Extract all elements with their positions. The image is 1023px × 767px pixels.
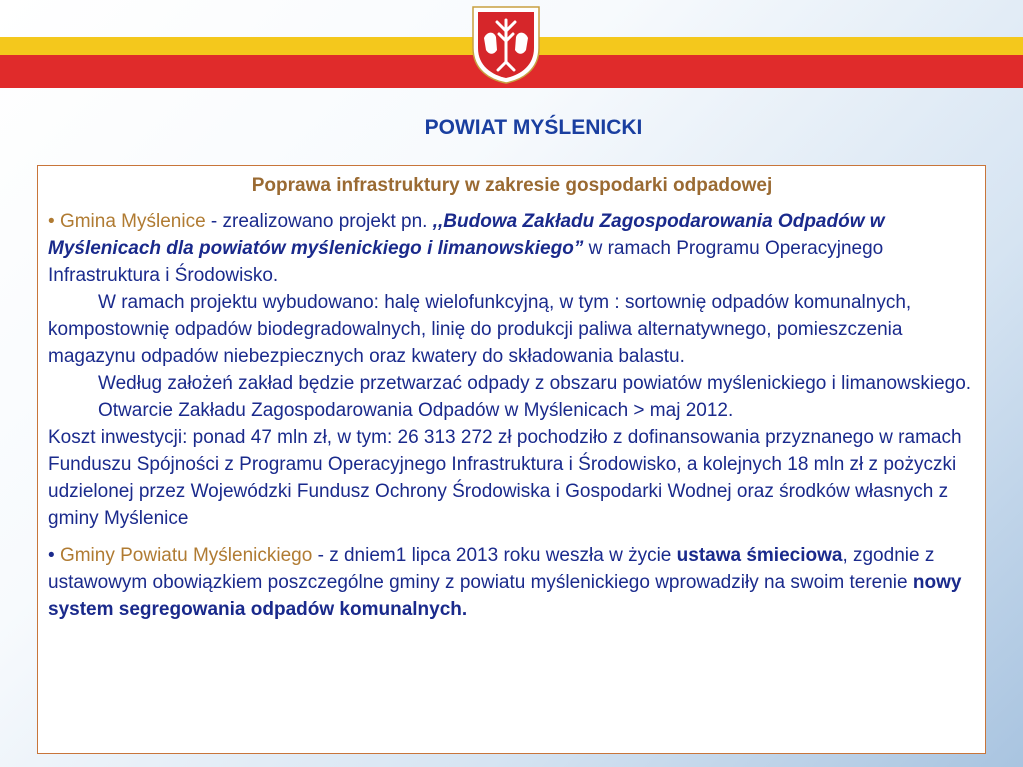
item-text: , zgodnie z ustawowym obowiązkiem poszczególne gminy z powiatu myślenickiego wprowadziły na swoim terenie [48, 545, 935, 593]
item-text: - zrealizowano projekt pn. [205, 211, 433, 232]
law-name: ustawa śmieciowa [676, 545, 843, 566]
project-name: ,,Budowa Zakładu Zagospodarowania Odpadów w Myślenicach dla powiatów myślenickiego i limanowskiego” [48, 211, 885, 259]
coat-of-arms-icon [470, 4, 542, 84]
section-title: Poprawa infrastruktury w zakresie gospodarki odpadowej [251, 175, 773, 196]
item-text: - z dniem1 lipca 2013 roku weszła w życie [312, 545, 677, 566]
paragraph-assumptions: Według założeń zakład będzie przetwarzać odpady z obszaru powiatów myślenickiego i limanowskiego. [98, 373, 972, 394]
bullet: • [48, 545, 60, 566]
item-subject: Gminy Powiatu Myślenickiego [59, 545, 313, 566]
page-title: POWIAT MYŚLENICKI [424, 116, 643, 139]
list-item-gminy-powiatu [48, 542, 976, 623]
item-subject: Gmina Myślenice [59, 211, 206, 232]
paragraph-cost: Koszt inwestycji: ponad 47 mln zł, w tym: 26 313 272 zł pochodziło z dofinansowania przyznanego w ramach Funduszu Spójności z Programu Operacyjnego Infrastruktura i Środowisko, a kolejnych 18 mln zł z pożyczki udzielonej przez Wojewódzki Fundusz Ochrony Środowiska i Gospodarki Wodnej oraz środków własnych z gminy Myślenice [48, 427, 962, 529]
bullet: • [48, 211, 60, 232]
system-name: nowy system segregowania odpadów komunalnych. [48, 572, 962, 620]
content-box [37, 165, 986, 754]
paragraph-opening: Otwarcie Zakładu Zagospodarowania Odpadów w Myślenicach > maj 2012. [98, 400, 734, 421]
list-item-gmina-myslenice [48, 208, 976, 289]
paragraph-scope: W ramach projektu wybudowano: halę wielofunkcyjną, w tym : sortownię odpadów komunalnych, kompostownię odpadów biodegradowalnych, linię do produkcji paliwa alternatywnego, pomieszczenia magazynu odpadów niebezpiecznych oraz kwatery do składowania balastu. [48, 292, 912, 367]
item-text: w ramach Programu Operacyjnego Infrastruktura i Środowisko. [48, 238, 884, 286]
